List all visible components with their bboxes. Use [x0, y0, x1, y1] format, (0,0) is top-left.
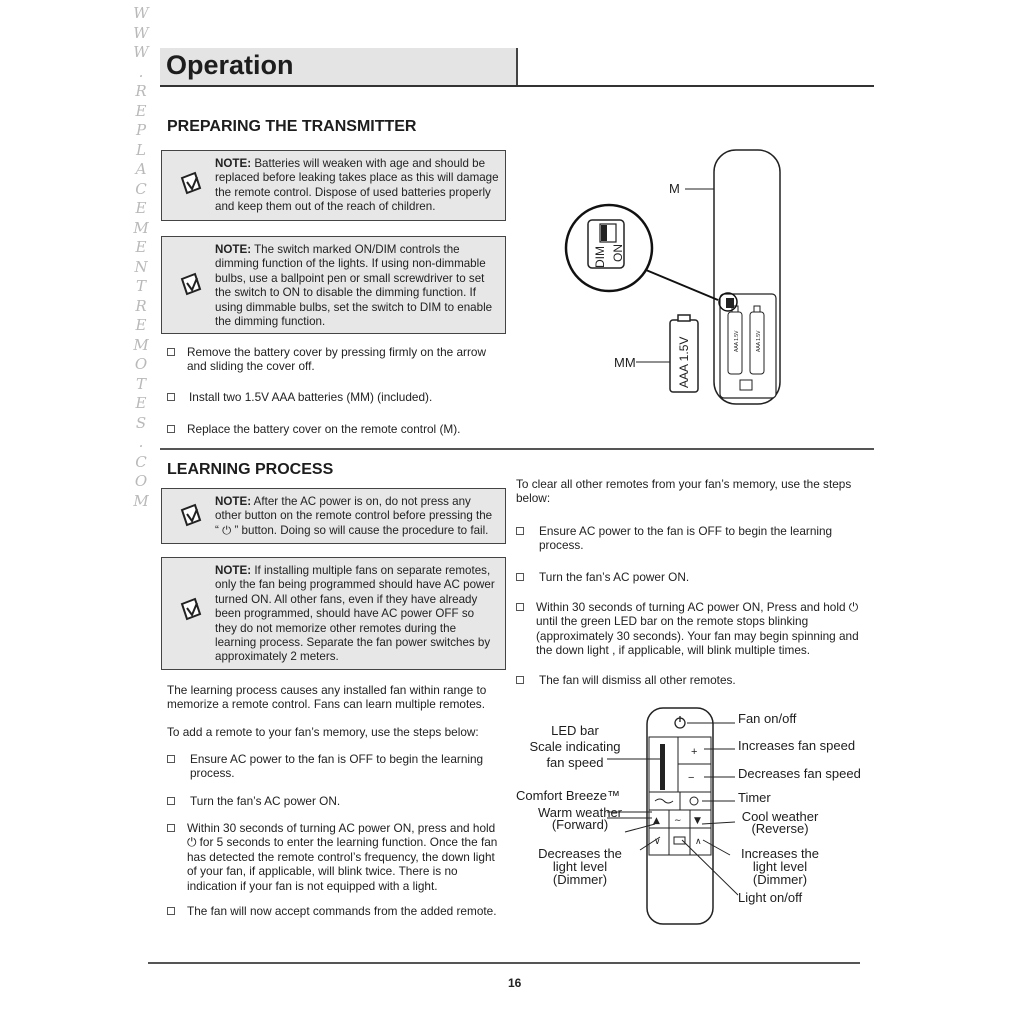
watermark-letter: E: [135, 101, 147, 120]
label-light-onoff: Light on/off: [738, 890, 803, 905]
watermark-letter: C: [135, 179, 147, 198]
label-fan-onoff: Fan on/off: [738, 711, 797, 726]
watermark-letter: L: [136, 140, 146, 159]
warm-weather-icon[interactable]: ▲: [653, 816, 660, 826]
watermark-letter: W: [133, 43, 149, 61]
watermark-letter: S: [135, 413, 147, 432]
label-forward: (Forward): [551, 817, 609, 832]
direction-icon: ∼: [674, 816, 682, 826]
learning-intro: The learning process causes any installed fan within range to memorize a remote control. Fans can learn multiple remotes.: [167, 683, 487, 712]
figure-label-m: M: [669, 181, 680, 196]
label-warm-weather: Warm weather: [537, 805, 623, 820]
watermark-letter: M: [133, 335, 149, 354]
watermark-letter: A: [135, 160, 147, 178]
cell-label: AAA 1.5V: [734, 330, 740, 352]
watermark-letter: M: [133, 218, 149, 237]
watermark-letter: W: [133, 23, 149, 42]
watermark-letter: E: [135, 238, 147, 256]
label-timer: Timer: [738, 790, 771, 805]
dimmer-up-icon[interactable]: ∧: [695, 837, 702, 847]
label-decrease-light-level: light level: [552, 859, 608, 874]
watermark-letter: N: [134, 257, 148, 276]
increase-speed-button[interactable]: +: [691, 746, 698, 758]
label-fan-speed: fan speed: [546, 755, 604, 770]
label-decrease-dimmer: (Dimmer): [552, 872, 608, 887]
label-increase-light-level: light level: [752, 859, 808, 874]
watermark-letter: E: [135, 199, 147, 217]
page-title: Operation: [166, 50, 294, 80]
watermark-letter: T: [135, 374, 146, 393]
watermark-letter: .: [138, 433, 144, 451]
note-text: NOTE: Batteries will weaken with age and should be replaced before leaking takes place as this will damage the remote control. Dispose of used batteries properly and keep them out of the reach of children.: [215, 157, 499, 214]
footer-rule: [148, 962, 860, 964]
cool-weather-icon[interactable]: ▼: [694, 816, 701, 826]
switch-on-label: ON: [611, 244, 625, 262]
label-led-bar: LED bar: [551, 723, 599, 738]
watermark-letter: R: [135, 296, 147, 315]
label-increase-dimmer: (Dimmer): [752, 872, 808, 887]
watermark-letter: E: [135, 394, 147, 412]
page-number: 16: [508, 976, 522, 990]
section-heading-learning: LEARNING PROCESS: [167, 461, 334, 478]
label-cool-weather: Cool weather: [741, 809, 819, 824]
label-increase-speed: Increases fan speed: [738, 738, 856, 753]
watermark-letter: E: [135, 316, 147, 334]
note-text: NOTE: After the AC power is on, do not press any other button on the remote control before pressing the “ ⏻ ” button. Doing so will cause the procedure to fail.: [215, 495, 493, 537]
watermark-letter: R: [135, 82, 147, 100]
decrease-speed-button[interactable]: −: [688, 772, 695, 784]
watermark-letter: O: [134, 472, 148, 490]
add-remote-intro: To add a remote to your fan’s memory, use the steps below:: [167, 725, 479, 739]
figure-label-mm: MM: [614, 355, 636, 370]
note-text: NOTE: The switch marked ON/DIM controls the dimming function of the lights. If using non-dimmable bulbs, use a ballpoint pen or small screwdriver to set the switch to ON to disable the dimming function. If using dimmable bulbs, set the switch to DIM to enable the dimming function.: [215, 243, 493, 329]
watermark-letter: P: [135, 121, 147, 139]
cell-label: AAA 1.5V: [756, 330, 762, 352]
dimmer-down-icon[interactable]: ∨: [654, 837, 661, 847]
label-decrease-light: Decreases the: [538, 846, 622, 861]
section-heading-preparing: PREPARING THE TRANSMITTER: [167, 118, 417, 135]
label-comfort-breeze: Comfort Breeze™: [516, 788, 621, 803]
label-increase-light: Increases the: [740, 846, 820, 861]
label-scale: Scale indicating: [529, 739, 621, 754]
clear-remotes-intro: To clear all other remotes from your fan’s memory, use the steps below:: [516, 477, 852, 506]
label-decrease-speed: Decreases fan speed: [738, 766, 861, 781]
battery-label: AAA 1.5V: [677, 336, 691, 388]
switch-dim-label: DIM: [593, 246, 607, 268]
watermark-letter: T: [135, 277, 146, 295]
watermark-letter: W: [133, 4, 149, 22]
watermark-letter: O: [134, 355, 148, 373]
note-text: NOTE: If installing multiple fans on separate remotes, only the fan being programmed should have AC power turned ON. All other fans, even if they have already been programmed, should have AC power OFF so they do not memorize other remotes during the learning process. Separate the fan power switches by approximately 2 meters.: [215, 564, 495, 664]
watermark-letter: C: [135, 452, 147, 471]
label-reverse: (Reverse): [751, 821, 809, 836]
watermark-letter: .: [138, 62, 144, 81]
watermark-letter: M: [133, 491, 149, 510]
